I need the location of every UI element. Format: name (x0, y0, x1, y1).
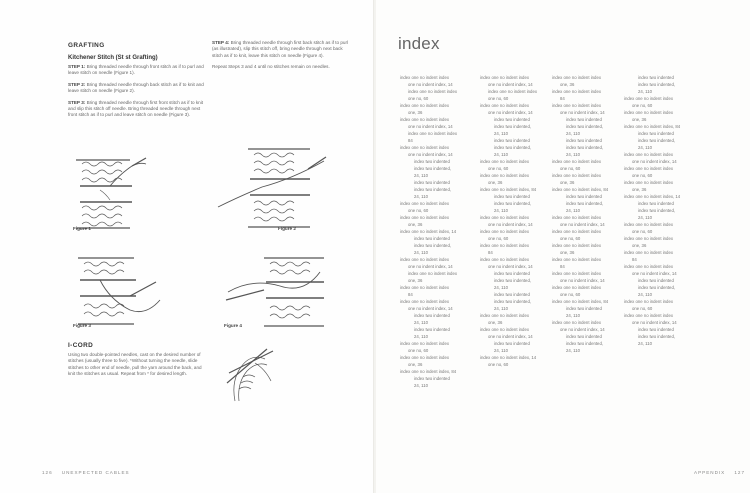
index-entry: one no, 60 (408, 208, 429, 213)
index-entry: 24, 110 (414, 173, 429, 178)
index-entry: index one no indent index (408, 131, 457, 136)
index-entry: one no, 60 (488, 96, 509, 101)
index-entry: index one no indent index (480, 313, 529, 318)
index-entry: index one no indent index (480, 327, 529, 332)
index-entry: one no indent index, 14 (560, 110, 605, 115)
index-entry: index one no indent index (480, 229, 529, 234)
index-entry: index one no indent index (624, 152, 673, 157)
left-folio: 126 (42, 470, 53, 475)
index-entry: index one no indent index (480, 75, 529, 80)
index-entry: one no indent index, 14 (408, 306, 453, 311)
index-entry: one, 36 (408, 278, 423, 283)
index-entry: 24, 110 (414, 383, 429, 388)
step-text: Bring threaded needle through back stitch as if to knit and leave stitch on needle (Figure 2). (68, 81, 204, 94)
index-entry: index one no indent index (400, 299, 449, 304)
index-entry: index one no indent index (624, 236, 673, 241)
index-entry: one, 36 (408, 222, 423, 227)
index-entry: one no indent index, 14 (560, 327, 605, 332)
index-entry: 24, 110 (414, 250, 429, 255)
index-entry: index two indented (566, 194, 602, 199)
index-entry: one no, 60 (488, 166, 509, 171)
index-entry: one no indent index, 14 (632, 271, 677, 276)
index-entry: 24, 110 (566, 313, 581, 318)
index-entry: index one no indent index (552, 257, 601, 262)
index-entry: 24, 110 (494, 306, 509, 311)
index-column-2 (480, 74, 550, 368)
icord-title: I-CORD (68, 342, 94, 349)
figure-1-label: Figure 1 (73, 226, 91, 231)
index-entry: 24, 110 (414, 334, 429, 339)
left-step-3 (68, 100, 204, 119)
index-entry: index one no indent index, 14 (624, 194, 681, 199)
index-entry: index one no indent index (624, 313, 673, 318)
figure-3-label: Figure 3 (73, 323, 91, 328)
index-entry: 24, 110 (566, 152, 581, 157)
index-entry: index one no indent index, 84 (400, 369, 457, 374)
figure-2-illustration (214, 143, 332, 233)
right-step-2 (212, 64, 352, 70)
index-entry: index one no indent index (552, 173, 601, 178)
index-entry: index one no indent index (624, 299, 673, 304)
index-entry: 84 (632, 257, 637, 262)
left-footer (42, 470, 130, 475)
icord-text: Using two double-pointed needles, cast on the desired number of stitches (usually three to five). *Without turning the needle, slide stitches to other end of needle, pull the yarn around the back, and knit the stitches as usual. Repeat from * for desired length. (68, 352, 202, 377)
index-entry: 84 (408, 292, 413, 297)
index-entry: one, 36 (560, 250, 575, 255)
index-entry: one no indent index, 14 (560, 278, 605, 283)
index-entry: index one no indent index (552, 243, 601, 248)
index-entry: index two indented, (566, 201, 604, 206)
index-entry: index one no indent index (400, 257, 449, 262)
figure-4-illustration (224, 252, 334, 332)
index-entry: index one no indent index, 84 (480, 187, 537, 192)
index-entry: 24, 110 (494, 131, 509, 136)
index-entry: index two indented, (566, 124, 604, 129)
index-entry: index one no indent index (480, 173, 529, 178)
index-entry: index one no indent index, 14 (480, 355, 537, 360)
icord-illustration (225, 343, 277, 403)
index-title: index (398, 34, 440, 53)
index-entry: index one no indent index (400, 103, 449, 108)
index-entry: 24, 110 (566, 208, 581, 213)
index-entry: 24, 110 (638, 292, 653, 297)
index-entry: index one no indent index (408, 89, 457, 94)
index-entry: one no indent index, 14 (632, 320, 677, 325)
index-entry: index one no indent index, 84 (552, 187, 609, 192)
index-entry: index one no indent index (400, 201, 449, 206)
index-entry: one, 36 (488, 180, 503, 185)
index-entry: index two indented (566, 138, 602, 143)
index-entry: one, 36 (488, 320, 503, 325)
section-title: GRAFTING (68, 42, 105, 49)
index-entry: index one no indent index (400, 145, 449, 150)
index-entry: index one no indent index (624, 180, 673, 185)
left-page (0, 0, 374, 493)
index-entry: one no, 60 (632, 103, 653, 108)
figure-1-illustration (70, 150, 152, 235)
index-entry: one no indent index, 14 (488, 222, 533, 227)
index-entry: 24, 110 (494, 348, 509, 353)
index-entry: index two indented (494, 117, 530, 122)
right-footer (694, 470, 745, 475)
left-step-2 (68, 82, 204, 95)
index-entry: one no, 60 (560, 292, 581, 297)
index-entry: index one no indent index (552, 89, 601, 94)
index-entry: index two indented, (638, 208, 676, 213)
step-label: STEP 2: (68, 81, 87, 87)
index-entry: index two indented (494, 292, 530, 297)
right-running-head: APPENDIX (694, 470, 726, 475)
left-running-head: UNEXPECTED CABLES (61, 470, 130, 475)
index-entry: 24, 110 (494, 285, 509, 290)
right-step-1 (212, 40, 352, 59)
index-entry: index one no indent index (624, 166, 673, 171)
index-entry: one no, 60 (408, 348, 429, 353)
index-entry: index one no indent index, 14 (400, 229, 457, 234)
index-entry: index one no indent index (480, 243, 529, 248)
figure-4-label: Figure 4 (224, 323, 242, 328)
index-entry: one no indent index, 14 (408, 152, 453, 157)
index-entry: index one no indent index (552, 103, 601, 108)
index-entry: index two indented (414, 376, 450, 381)
index-entry: index one no indent index (624, 222, 673, 227)
index-entry: index two indented (494, 341, 530, 346)
index-entry: index two indented (494, 138, 530, 143)
index-entry: index one no indent index (400, 355, 449, 360)
index-entry: one no indent index, 14 (488, 264, 533, 269)
index-entry: index two indented, (414, 243, 452, 248)
index-entry: 84 (560, 264, 565, 269)
index-entry: index two indented (494, 271, 530, 276)
index-entry: index one no indent index (480, 257, 529, 262)
index-entry: index one no indent index (552, 215, 601, 220)
index-entry: one no, 60 (632, 173, 653, 178)
index-entry: one, 36 (632, 187, 647, 192)
index-entry: index one no indent index (552, 320, 601, 325)
index-entry: 24, 110 (494, 208, 509, 213)
index-entry: index one no indent index, 84 (624, 124, 681, 129)
index-entry: index two indented, (638, 334, 676, 339)
index-entry: 24, 110 (566, 348, 581, 353)
index-entry: index two indented, (494, 278, 532, 283)
index-entry: index one no indent index (552, 75, 601, 80)
index-entry: index two indented (414, 180, 450, 185)
index-entry: one, 36 (408, 110, 423, 115)
index-entry: one no indent index, 14 (488, 110, 533, 115)
index-entry: 24, 110 (566, 131, 581, 136)
index-entry: index two indented (494, 194, 530, 199)
index-entry: index two indented (566, 117, 602, 122)
index-entry: index two indented, (494, 145, 532, 150)
step-text: Bring threaded needle through first front stitch as if to knit and slip this stitch off needle. Bring threaded needle through next front stitch as if to purl and leave stitch on needle (Figure 3). (68, 99, 204, 118)
index-entry: 84 (408, 138, 413, 143)
index-entry: index one no indent index (552, 159, 601, 164)
index-entry: index one no indent index (552, 285, 601, 290)
index-entry: index two indented, (494, 299, 532, 304)
step-label: STEP 1: (68, 64, 87, 69)
index-entry: index two indented, (414, 187, 452, 192)
index-entry: one no, 60 (560, 166, 581, 171)
index-entry: index two indented, (566, 145, 604, 150)
index-entry: index two indented (638, 131, 674, 136)
index-entry: index two indented (638, 278, 674, 283)
index-entry: one no, 60 (560, 236, 581, 241)
index-entry: index two indented (414, 313, 450, 318)
steps-left-column (68, 64, 204, 124)
figure-3-illustration (70, 252, 165, 330)
index-entry: index two indented, (638, 138, 676, 143)
index-entry: index one no indent index (488, 89, 537, 94)
index-entry: index one no indent index (624, 96, 673, 101)
step-text: Bring threaded needle through first back stitch as if to purl (as illustrated), slip this stitch off, bring needle through next back stitch as if to knit, leave this stitch on needle (Figure 4). (212, 40, 349, 58)
index-entry: index two indented (638, 75, 674, 80)
index-entry: index one no indent index (400, 75, 449, 80)
index-entry: index two indented, (638, 82, 676, 87)
index-entry: one no indent index, 14 (632, 159, 677, 164)
index-entry: index two indented, (494, 201, 532, 206)
index-entry: index one no indent index (624, 264, 673, 269)
step-label: STEP 3: (68, 99, 87, 105)
index-entry: index one no indent index (552, 229, 601, 234)
index-entry: one, 36 (560, 180, 575, 185)
index-entry: index one no indent index (400, 215, 449, 220)
index-entry: index one no indent index (480, 159, 529, 164)
index-entry: 24, 110 (638, 145, 653, 150)
index-entry: 24, 110 (494, 152, 509, 157)
step-label: STEP 4: (212, 40, 231, 45)
index-entry: one no indent index, 14 (408, 264, 453, 269)
index-entry: one, 36 (408, 362, 423, 367)
index-entry: one no, 60 (488, 236, 509, 241)
index-column-3 (552, 74, 622, 354)
index-entry: one, 36 (560, 82, 575, 87)
step-text: Bring threaded needle through front stitch as if to purl and leave stitch on needle (Figure 1). (68, 64, 204, 76)
index-entry: index two indented (414, 159, 450, 164)
index-entry: index one no indent index (408, 271, 457, 276)
index-entry: index two indented (566, 334, 602, 339)
index-entry: one no, 60 (408, 96, 429, 101)
index-entry: index two indented, (414, 166, 452, 171)
index-column-1 (400, 74, 470, 389)
index-entry: 24, 110 (414, 320, 429, 325)
index-entry: one no indent index, 14 (408, 82, 453, 87)
index-entry: index one no indent index (552, 271, 601, 276)
index-entry: one no, 60 (632, 306, 653, 311)
index-entry: one no indent index, 14 (488, 82, 533, 87)
right-folio: 127 (734, 470, 746, 475)
index-entry: index one no indent index (400, 341, 449, 346)
index-entry: one, 36 (632, 117, 647, 122)
index-entry: 24, 110 (414, 194, 429, 199)
index-entry: 24, 110 (638, 215, 653, 220)
index-entry: 84 (488, 250, 493, 255)
index-entry: index one no indent index (400, 285, 449, 290)
index-entry: one no indent index, 14 (488, 334, 533, 339)
steps-right-column (212, 40, 352, 76)
figure-2-label: Figure 2 (278, 226, 296, 231)
index-entry: index two indented (414, 327, 450, 332)
index-entry: index two indented (414, 236, 450, 241)
index-entry: index one no indent index (480, 215, 529, 220)
index-entry: index one no indent index, 84 (552, 299, 609, 304)
index-entry: index one no indent index (624, 250, 673, 255)
subsection-title: Kitchener Stitch (St st Grafting) (68, 55, 158, 61)
index-entry: index one no indent index (480, 103, 529, 108)
index-entry: one no indent index, 14 (408, 124, 453, 129)
index-column-4 (624, 74, 694, 347)
index-entry: 24, 110 (638, 89, 653, 94)
index-entry: index two indented (566, 306, 602, 311)
index-entry: index two indented, (494, 124, 532, 129)
index-entry: 24, 110 (638, 341, 653, 346)
index-entry: index two indented (638, 201, 674, 206)
index-entry: one no, 60 (632, 229, 653, 234)
index-entry: index one no indent index (624, 110, 673, 115)
index-entry: index one no indent index (400, 117, 449, 122)
index-entry: one no, 60 (488, 362, 509, 367)
index-entry: index two indented (638, 327, 674, 332)
index-entry: one, 36 (632, 243, 647, 248)
index-entry: index two indented, (566, 341, 604, 346)
left-step-1 (68, 64, 204, 77)
step-text: Repeat Steps 3 and 4 until no stitches remain on needles. (212, 64, 330, 70)
index-entry: one no indent index, 14 (560, 222, 605, 227)
index-entry: index two indented, (638, 285, 676, 290)
index-entry: 84 (560, 96, 565, 101)
